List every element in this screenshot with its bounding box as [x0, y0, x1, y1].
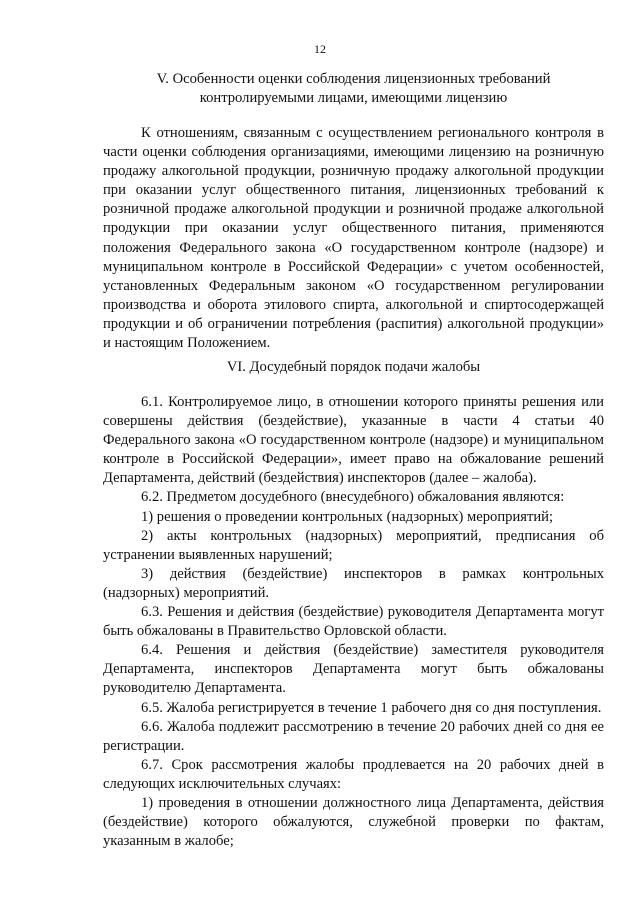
clause-6-1: 6.1. Контролируемое лицо, в отношении которого приняты решения или совершены действия (бездействие), указанные в части 4 статьи 40 Федерального закона «О государственном контроле (надзоре) и муниципальном контроле в Российской Федерации», имеет право на обжалование решений Департамента, действий (бездействия) инспекторов (далее – жалоба). — [103, 394, 604, 487]
section-5-title — [103, 70, 604, 108]
clause-6-2: 6.2. Предметом досудебного (внесудебного) обжалования являются: — [141, 489, 565, 506]
clause-6-7-item-1: 1) проведения в отношении должностного лица Департамента, действия (бездействие) которого обжалуются, служебной проверки по фактам, указанным в жалобе; — [103, 794, 604, 850]
clause-6-2-item-1: 1) решения о проведении контрольных (надзорных) мероприятий; — [141, 508, 554, 525]
section-6-title: VI. Досудебный порядок подачи жалобы — [226, 359, 481, 375]
section-5-title-line-1: V. Особенности оценки соблюдения лицензионных требований — [156, 71, 551, 87]
clause-6-5: 6.5. Жалоба регистрируется в течение 1 рабочего дня со дня поступления. — [141, 699, 602, 716]
clause-6-2-item-3: 3) действия (бездействие) инспекторов в рамках контрольных (надзорных) мероприятий. — [103, 565, 604, 601]
clause-6-6: 6.6. Жалоба подлежит рассмотрению в течение 20 рабочих дней со дня ее регистрации. — [103, 718, 604, 754]
clause-6-2-item-2: 2) акты контрольных (надзорных) мероприятий, предписания об устранении выявленных нарушений; — [103, 527, 604, 563]
section-6-body — [103, 393, 604, 851]
clause-6-7: 6.7. Срок рассмотрения жалобы продлевается на 20 рабочих дней в следующих исключительных случаях: — [103, 756, 604, 792]
section-5-body — [103, 124, 604, 353]
section-5-title-line-2: контролируемыми лицами, имеющими лицензию — [199, 90, 508, 106]
clause-6-3: 6.3. Решения и действия (бездействие) руководителя Департамента могут быть обжалованы в Правительство Орловской области. — [103, 604, 604, 640]
section-5-paragraph: К отношениям, связанным с осуществлением регионального контроля в части оценки соблюдения организациями, имеющими лицензию на розничную продажу алкогольной продукции, розничную продажу алкогольной продукции при оказании услуг общественного питания, лицензионных требований к розничной продаже алкогольной продукции и розничной продаже алкогольной продукции при оказании услуг общественного питания, применяются положения Федерального закона «О государственном контроле (надзоре) и муниципальном контроле в Российской Федерации» с учетом особенностей, установленных Федеральным законом «О государственном регулировании производства и оборота этилового спирта, алкогольной и спиртосодержащей продукции и об ограничении потребления (распития) алкогольной продукции» и настоящим Положением. — [103, 125, 604, 352]
clause-6-4: 6.4. Решения и действия (бездействие) заместителя руководителя Департамента, инспекторов Департамента могут быть обжалованы руководителю Департамента. — [103, 642, 604, 697]
page-number: 12 — [314, 42, 326, 56]
